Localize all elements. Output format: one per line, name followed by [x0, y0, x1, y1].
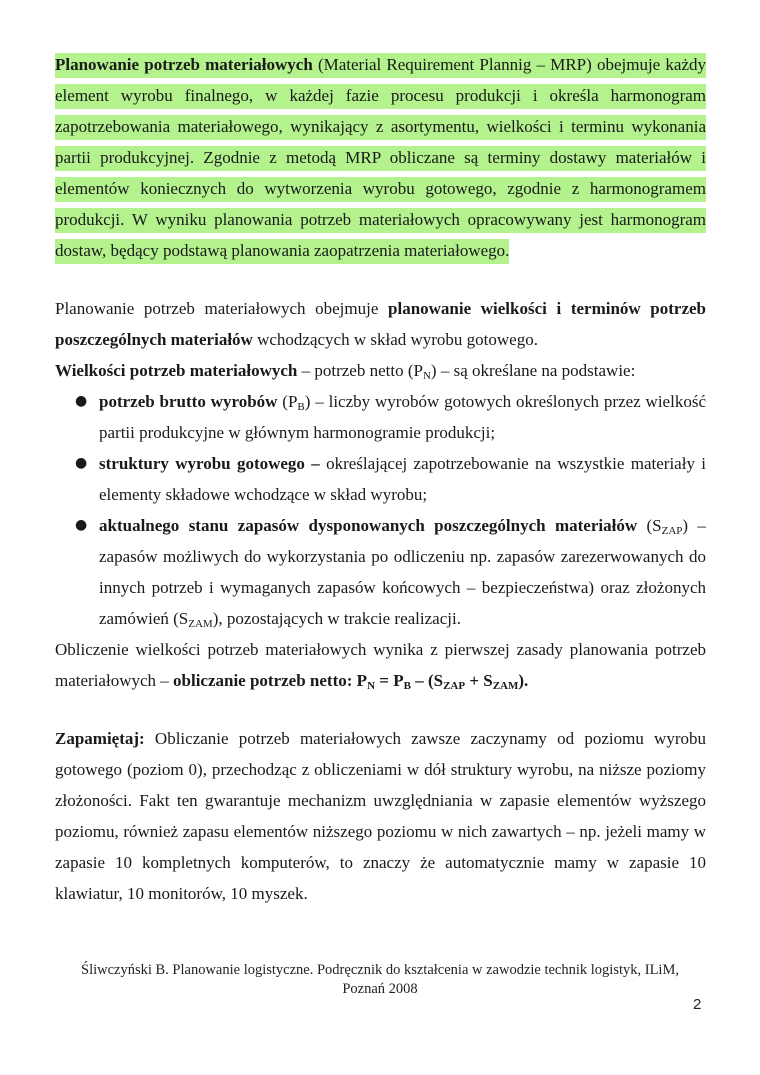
scope-paragraph: Planowanie potrzeb materiałowych obejmuje planowanie wielkości i terminów potrzeb poszczególnych materiałów wchodzących w skład wyrobu gotowego.: [55, 299, 706, 349]
bullet-icon: ●: [75, 455, 88, 471]
formula-paragraph: Obliczenie wielkości potrzeb materiałowych wynika z pierwszej zasady planowania potrzeb materiałowych – obliczanie potrzeb netto: $P_N = P_B - (S_{ZAP} + S_{ZAM})$.: [55, 640, 706, 692]
mrp-definition-text: (Material Requirement Plannig – MRP) obejmuje każdy element wyrobu finalnego, w każdej fazie procesu produkcji i określa harmonogram zapotrzebowania materiałowego, wynikający z asortymentu, wielkości i terminu wykonania partii produkcyjnej. Zgodnie z metodą MRP obliczane są terminy dostawy materiałów i elementów koniecznych do wytworzenia wyrobu gotowego, zgodnie z harmonogramem produkcji. W wyniku planowania potrzeb materiałowych opracowywany jest harmonogram dostaw, będący podstawą planowania zaopatrzenia materiałowego.: [55, 55, 706, 260]
list-item-gross-needs: ● potrzeb brutto wyrobów $(P_B)$ – liczby wyrobów gotowych określonych przez wielkość partii produkcyjne w głównym harmonogramie produkcji;: [55, 386, 706, 448]
bullet-icon: ●: [75, 393, 88, 409]
document-body: [55, 49, 706, 909]
footer-citation: Śliwczyński B. Planowanie logistyczne. Podręcznik do kształcenia w zawodzie technik logistyk, ILiM, Poznań 2008: [81, 962, 679, 997]
remember-label: Zapamiętaj:: [55, 729, 145, 748]
highlighted-text: [55, 53, 706, 264]
list-item-stock-level: ● aktualnego stanu zapasów dysponowanych poszczególnych materiałów $(S_{ZAP})$ – zapasów możliwych do wykorzystania po odliczeniu np. zapasów zarezerwowanych do innych potrzeb i wymaganych zapasów końcowych – bezpieczeństwa) oraz złożonych zamówień $(S_{ZAM})$, pozostających w trakcie realizacji.: [55, 510, 706, 634]
net-needs-heading: Wielkości potrzeb materiałowych – potrzeb netto $(P_N)$ – są określane na podstawie:: [55, 361, 636, 382]
remember-paragraph: Zapamiętaj: Obliczanie potrzeb materiałowych zawsze zaczynamy od poziomu wyrobu gotowego (poziom 0), przechodząc z obliczeniami w dół struktury wyrobu, na niższe poziomy złożoności. Fakt ten gwarantuje mechanizm uwzględniania w zapasie elementów wyższego poziomu, również zapasu elementów niższego poziomu w nich zawartych – np. jeżeli mamy w zapasie 10 kompletnych komputerów, to znaczy że automatycznie mamy w zapasie 10 klawiatur, 10 monitorów, 10 myszek.: [55, 729, 706, 903]
mrp-definition-paragraph: [55, 49, 706, 266]
page-number: 2: [693, 996, 702, 1013]
net-needs-formula: obliczanie potrzeb netto: $P_N = P_B - (S_{ZAP} + S_{ZAM})$.: [173, 671, 529, 692]
mrp-term: Planowanie potrzeb materiałowych: [55, 55, 313, 74]
basis-list: [55, 386, 706, 634]
bullet-icon: ●: [75, 517, 88, 533]
scope-bold: planowanie wielkości i terminów potrzeb poszczególnych materiałów: [55, 299, 706, 349]
list-item-product-structure: ● struktury wyrobu gotowego – określającej zapotrzebowanie na wszystkie materiały i elementy składowe wchodzące w skład wyrobu;: [55, 448, 706, 510]
